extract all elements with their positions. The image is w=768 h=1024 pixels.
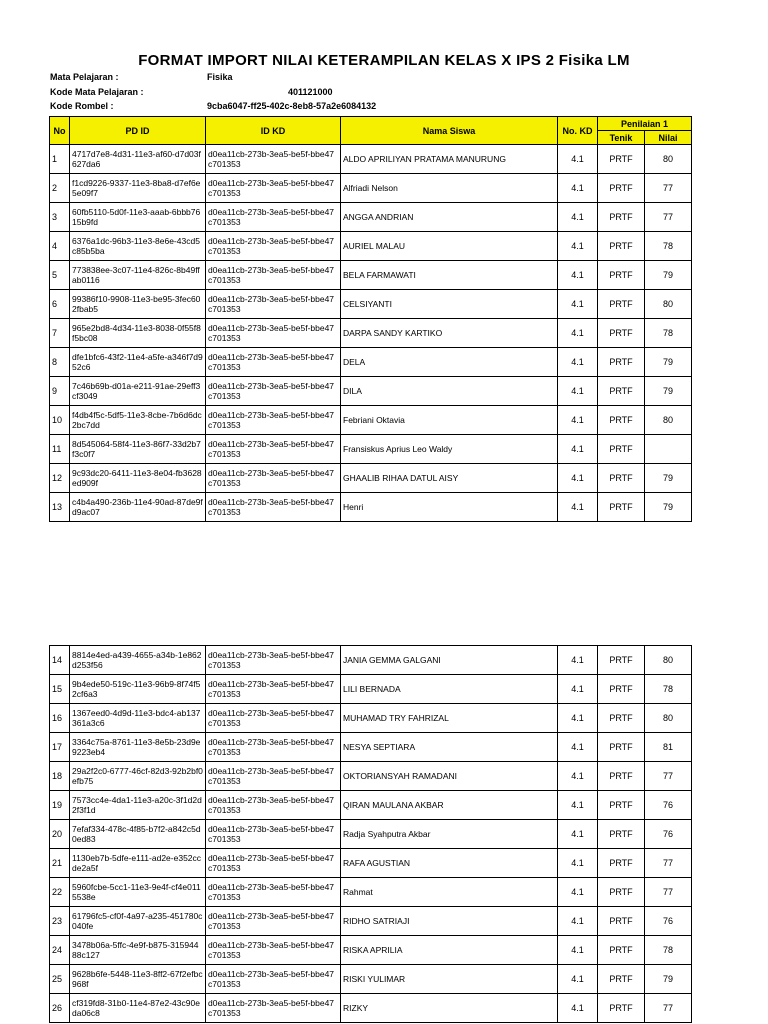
table-row <box>50 907 692 936</box>
cell-no: 24 <box>50 936 70 965</box>
cell-nilai: 77 <box>645 174 692 203</box>
cell-nilai: 80 <box>645 646 692 675</box>
cell-id-kd: d0ea11cb-273b-3ea5-be5f-bbe47c701353 <box>206 849 341 878</box>
cell-teknik: PRTF <box>598 348 645 377</box>
cell-nama-siswa: Radja Syahputra Akbar <box>341 820 558 849</box>
cell-no: 4 <box>50 232 70 261</box>
cell-pd-id: 8d545064-58f4-11e3-86f7-33d2b7f3c0f7 <box>70 435 206 464</box>
cell-id-kd: d0ea11cb-273b-3ea5-be5f-bbe47c701353 <box>206 435 341 464</box>
cell-nama-siswa: LILI BERNADA <box>341 675 558 704</box>
table-row <box>50 203 692 232</box>
cell-id-kd: d0ea11cb-273b-3ea5-be5f-bbe47c701353 <box>206 965 341 994</box>
cell-teknik: PRTF <box>598 704 645 733</box>
header-id-kd: ID KD <box>206 117 341 145</box>
meta-value-rombel-code: 9cba6047-ff25-402c-8eb8-57a2e6084132 <box>207 101 377 111</box>
table-row <box>50 820 692 849</box>
cell-no: 8 <box>50 348 70 377</box>
header-no: No <box>50 117 70 145</box>
cell-id-kd: d0ea11cb-273b-3ea5-be5f-bbe47c701353 <box>206 261 341 290</box>
cell-nilai: 78 <box>645 232 692 261</box>
cell-pd-id: 4717d7e8-4d31-11e3-af60-d7d03f627da6 <box>70 145 206 174</box>
cell-pd-id: cf319fd8-31b0-11e4-87e2-43c90eda06c8 <box>70 994 206 1023</box>
cell-pd-id: dfe1bfc6-43f2-11e4-a5fe-a346f7d952c6 <box>70 348 206 377</box>
cell-nama-siswa: CELSIYANTI <box>341 290 558 319</box>
cell-id-kd: d0ea11cb-273b-3ea5-be5f-bbe47c701353 <box>206 733 341 762</box>
cell-no-kd: 4.1 <box>558 464 598 493</box>
cell-no: 13 <box>50 493 70 522</box>
cell-teknik: PRTF <box>598 820 645 849</box>
table-row <box>50 762 692 791</box>
table-row <box>50 406 692 435</box>
cell-nama-siswa: RIZKY <box>341 994 558 1023</box>
cell-id-kd: d0ea11cb-273b-3ea5-be5f-bbe47c701353 <box>206 348 341 377</box>
cell-no: 11 <box>50 435 70 464</box>
cell-no: 25 <box>50 965 70 994</box>
table-row <box>50 435 692 464</box>
cell-nama-siswa: Rahmat <box>341 878 558 907</box>
cell-teknik: PRTF <box>598 733 645 762</box>
cell-id-kd: d0ea11cb-273b-3ea5-be5f-bbe47c701353 <box>206 203 341 232</box>
cell-no: 1 <box>50 145 70 174</box>
cell-id-kd: d0ea11cb-273b-3ea5-be5f-bbe47c701353 <box>206 675 341 704</box>
table-row <box>50 878 692 907</box>
table-row <box>50 493 692 522</box>
cell-teknik: PRTF <box>598 762 645 791</box>
cell-nilai: 78 <box>645 675 692 704</box>
cell-pd-id: 773838ee-3c07-11e4-826c-8b49ffab0116 <box>70 261 206 290</box>
cell-no-kd: 4.1 <box>558 675 598 704</box>
cell-id-kd: d0ea11cb-273b-3ea5-be5f-bbe47c701353 <box>206 878 341 907</box>
cell-no-kd: 4.1 <box>558 174 598 203</box>
table-row <box>50 965 692 994</box>
cell-pd-id: 9c93dc20-6411-11e3-8e04-fb3628ed909f <box>70 464 206 493</box>
cell-no: 2 <box>50 174 70 203</box>
cell-teknik: PRTF <box>598 936 645 965</box>
cell-teknik: PRTF <box>598 174 645 203</box>
header-pd-id: PD ID <box>70 117 206 145</box>
cell-teknik: PRTF <box>598 464 645 493</box>
cell-no: 6 <box>50 290 70 319</box>
cell-nama-siswa: Alfriadi Nelson <box>341 174 558 203</box>
cell-pd-id: 7efaf334-478c-4f85-b7f2-a842c5d0ed83 <box>70 820 206 849</box>
table-row <box>50 290 692 319</box>
cell-id-kd: d0ea11cb-273b-3ea5-be5f-bbe47c701353 <box>206 646 341 675</box>
cell-teknik: PRTF <box>598 203 645 232</box>
cell-no: 7 <box>50 319 70 348</box>
cell-teknik: PRTF <box>598 319 645 348</box>
cell-pd-id: 1130eb7b-5dfe-e111-ad2e-e352ccde2a5f <box>70 849 206 878</box>
table-body-page-2 <box>50 646 692 1023</box>
cell-nilai: 79 <box>645 377 692 406</box>
cell-nilai: 80 <box>645 290 692 319</box>
cell-teknik: PRTF <box>598 965 645 994</box>
grades-table-page-1 <box>49 116 692 522</box>
cell-no-kd: 4.1 <box>558 319 598 348</box>
cell-no-kd: 4.1 <box>558 733 598 762</box>
cell-no: 26 <box>50 994 70 1023</box>
cell-nilai: 78 <box>645 936 692 965</box>
cell-no: 22 <box>50 878 70 907</box>
cell-teknik: PRTF <box>598 907 645 936</box>
cell-no-kd: 4.1 <box>558 849 598 878</box>
cell-nama-siswa: QIRAN MAULANA AKBAR <box>341 791 558 820</box>
cell-no-kd: 4.1 <box>558 936 598 965</box>
cell-nama-siswa: NESYA SEPTIARA <box>341 733 558 762</box>
header-nilai: Nilai <box>645 131 692 145</box>
cell-no-kd: 4.1 <box>558 261 598 290</box>
table-row <box>50 646 692 675</box>
cell-nilai: 79 <box>645 493 692 522</box>
cell-no-kd: 4.1 <box>558 377 598 406</box>
cell-no: 12 <box>50 464 70 493</box>
cell-nama-siswa: Henri <box>341 493 558 522</box>
cell-no-kd: 4.1 <box>558 203 598 232</box>
cell-nilai: 79 <box>645 464 692 493</box>
cell-nama-siswa: GHAALIB RIHAA DATUL AISY <box>341 464 558 493</box>
cell-no-kd: 4.1 <box>558 704 598 733</box>
cell-nama-siswa: DELA <box>341 348 558 377</box>
cell-no: 16 <box>50 704 70 733</box>
cell-no-kd: 4.1 <box>558 646 598 675</box>
cell-pd-id: 99386f10-9908-11e3-be95-3fec602fbab5 <box>70 290 206 319</box>
cell-teknik: PRTF <box>598 290 645 319</box>
cell-pd-id: 5960fcbe-5cc1-11e3-9e4f-cf4e0115538e <box>70 878 206 907</box>
cell-nama-siswa: ALDO APRILIYAN PRATAMA MANURUNG <box>341 145 558 174</box>
cell-no-kd: 4.1 <box>558 791 598 820</box>
cell-no: 14 <box>50 646 70 675</box>
cell-id-kd: d0ea11cb-273b-3ea5-be5f-bbe47c701353 <box>206 820 341 849</box>
meta-value-subject: Fisika <box>207 72 233 82</box>
cell-nilai: 80 <box>645 704 692 733</box>
cell-no-kd: 4.1 <box>558 232 598 261</box>
cell-teknik: PRTF <box>598 493 645 522</box>
header-nama-siswa: Nama Siswa <box>341 117 558 145</box>
cell-pd-id: 3364c75a-8761-11e3-8e5b-23d9e9223eb4 <box>70 733 206 762</box>
cell-nilai: 80 <box>645 145 692 174</box>
cell-teknik: PRTF <box>598 675 645 704</box>
cell-id-kd: d0ea11cb-273b-3ea5-be5f-bbe47c701353 <box>206 174 341 203</box>
cell-id-kd: d0ea11cb-273b-3ea5-be5f-bbe47c701353 <box>206 791 341 820</box>
cell-nilai: 76 <box>645 907 692 936</box>
cell-no-kd: 4.1 <box>558 348 598 377</box>
cell-nama-siswa: RIDHO SATRIAJI <box>341 907 558 936</box>
cell-nilai: 76 <box>645 820 692 849</box>
cell-pd-id: 60fb5110-5d0f-11e3-aaab-6bbb7615b9fd <box>70 203 206 232</box>
table-body-page-1 <box>50 145 692 522</box>
cell-no-kd: 4.1 <box>558 820 598 849</box>
table-row <box>50 464 692 493</box>
cell-no-kd: 4.1 <box>558 435 598 464</box>
cell-teknik: PRTF <box>598 406 645 435</box>
cell-pd-id: c4b4a490-236b-11e4-90ad-87de9fd9ac07 <box>70 493 206 522</box>
cell-nama-siswa: AURIEL MALAU <box>341 232 558 261</box>
cell-pd-id: 7573cc4e-4da1-11e3-a20c-3f1d2d2f3f1d <box>70 791 206 820</box>
cell-no: 21 <box>50 849 70 878</box>
cell-id-kd: d0ea11cb-273b-3ea5-be5f-bbe47c701353 <box>206 994 341 1023</box>
cell-nama-siswa: BELA FARMAWATI <box>341 261 558 290</box>
cell-nilai: 79 <box>645 261 692 290</box>
table-row <box>50 261 692 290</box>
cell-no-kd: 4.1 <box>558 994 598 1023</box>
header-no-kd: No. KD <box>558 117 598 145</box>
cell-no: 20 <box>50 820 70 849</box>
cell-id-kd: d0ea11cb-273b-3ea5-be5f-bbe47c701353 <box>206 232 341 261</box>
cell-pd-id: 965e2bd8-4d34-11e3-8038-0f55f8f5bc08 <box>70 319 206 348</box>
table-row <box>50 174 692 203</box>
table-row <box>50 704 692 733</box>
cell-id-kd: d0ea11cb-273b-3ea5-be5f-bbe47c701353 <box>206 762 341 791</box>
meta-label-rombel-code: Kode Rombel : <box>50 101 114 111</box>
cell-pd-id: 8814e4ed-a439-4655-a34b-1e862d253f56 <box>70 646 206 675</box>
cell-id-kd: d0ea11cb-273b-3ea5-be5f-bbe47c701353 <box>206 377 341 406</box>
cell-nilai: 79 <box>645 965 692 994</box>
cell-nilai: 77 <box>645 878 692 907</box>
table-row <box>50 733 692 762</box>
cell-nama-siswa: JANIA GEMMA GALGANI <box>341 646 558 675</box>
cell-pd-id: 1367eed0-4d9d-11e3-bdc4-ab137361a3c6 <box>70 704 206 733</box>
cell-pd-id: 9b4ede50-519c-11e3-96b9-8f74f52cf6a3 <box>70 675 206 704</box>
table-row <box>50 936 692 965</box>
cell-pd-id: 6376a1dc-96b3-11e3-8e6e-43cd5c85b5ba <box>70 232 206 261</box>
cell-nilai: 78 <box>645 319 692 348</box>
cell-pd-id: 7c46b69b-d01a-e211-91ae-29eff3cf3049 <box>70 377 206 406</box>
cell-id-kd: d0ea11cb-273b-3ea5-be5f-bbe47c701353 <box>206 290 341 319</box>
cell-no-kd: 4.1 <box>558 145 598 174</box>
cell-nilai: 77 <box>645 994 692 1023</box>
cell-no-kd: 4.1 <box>558 965 598 994</box>
cell-id-kd: d0ea11cb-273b-3ea5-be5f-bbe47c701353 <box>206 406 341 435</box>
cell-nilai: 80 <box>645 406 692 435</box>
table-row <box>50 232 692 261</box>
cell-no: 19 <box>50 791 70 820</box>
table-row <box>50 675 692 704</box>
cell-id-kd: d0ea11cb-273b-3ea5-be5f-bbe47c701353 <box>206 907 341 936</box>
cell-no: 5 <box>50 261 70 290</box>
meta-label-subject-code: Kode Mata Pelajaran : <box>50 87 144 97</box>
cell-pd-id: f4db4f5c-5df5-11e3-8cbe-7b6d6dc2bc7dd <box>70 406 206 435</box>
cell-nama-siswa: DARPA SANDY KARTIKO <box>341 319 558 348</box>
cell-no-kd: 4.1 <box>558 493 598 522</box>
cell-no-kd: 4.1 <box>558 878 598 907</box>
cell-id-kd: d0ea11cb-273b-3ea5-be5f-bbe47c701353 <box>206 936 341 965</box>
cell-teknik: PRTF <box>598 232 645 261</box>
cell-nama-siswa: ANGGA ANDRIAN <box>341 203 558 232</box>
cell-no-kd: 4.1 <box>558 290 598 319</box>
cell-pd-id: 9628b6fe-5448-11e3-8ff2-67f2efbc968f <box>70 965 206 994</box>
cell-teknik: PRTF <box>598 646 645 675</box>
cell-no: 10 <box>50 406 70 435</box>
cell-nama-siswa: Fransiskus Aprius Leo Waldy <box>341 435 558 464</box>
grades-table-page-2 <box>49 645 692 1023</box>
cell-nama-siswa: Febriani Oktavia <box>341 406 558 435</box>
cell-no-kd: 4.1 <box>558 406 598 435</box>
cell-no: 3 <box>50 203 70 232</box>
cell-no: 17 <box>50 733 70 762</box>
table-row <box>50 377 692 406</box>
cell-nama-siswa: MUHAMAD TRY FAHRIZAL <box>341 704 558 733</box>
cell-nama-siswa: DILA <box>341 377 558 406</box>
cell-no: 23 <box>50 907 70 936</box>
cell-nilai: 76 <box>645 791 692 820</box>
cell-teknik: PRTF <box>598 994 645 1023</box>
meta-block <box>50 72 750 116</box>
cell-id-kd: d0ea11cb-273b-3ea5-be5f-bbe47c701353 <box>206 145 341 174</box>
cell-no: 9 <box>50 377 70 406</box>
cell-pd-id: f1cd9226-9337-11e3-8ba8-d7ef6e5e09f7 <box>70 174 206 203</box>
cell-pd-id: 3478b06a-5ffc-4e9f-b875-31594488c127 <box>70 936 206 965</box>
table-row <box>50 348 692 377</box>
cell-teknik: PRTF <box>598 377 645 406</box>
table-row <box>50 849 692 878</box>
cell-nilai: 77 <box>645 762 692 791</box>
cell-id-kd: d0ea11cb-273b-3ea5-be5f-bbe47c701353 <box>206 704 341 733</box>
cell-nama-siswa: RAFA AGUSTIAN <box>341 849 558 878</box>
table-row <box>50 319 692 348</box>
cell-teknik: PRTF <box>598 145 645 174</box>
meta-value-subject-code: 401121000 <box>288 87 333 97</box>
cell-nilai: 81 <box>645 733 692 762</box>
cell-id-kd: d0ea11cb-273b-3ea5-be5f-bbe47c701353 <box>206 464 341 493</box>
cell-teknik: PRTF <box>598 261 645 290</box>
cell-nama-siswa: RISKA APRILIA <box>341 936 558 965</box>
cell-pd-id: 61796fc5-cf0f-4a97-a235-451780c040fe <box>70 907 206 936</box>
document-title: FORMAT IMPORT NILAI KETERAMPILAN KELAS X IPS 2 Fisika LM <box>138 52 630 69</box>
cell-teknik: PRTF <box>598 435 645 464</box>
cell-teknik: PRTF <box>598 849 645 878</box>
cell-nilai: 77 <box>645 203 692 232</box>
cell-no: 15 <box>50 675 70 704</box>
cell-nama-siswa: RISKI YULIMAR <box>341 965 558 994</box>
cell-no-kd: 4.1 <box>558 907 598 936</box>
cell-nilai: 79 <box>645 348 692 377</box>
table-row <box>50 145 692 174</box>
cell-teknik: PRTF <box>598 878 645 907</box>
header-penilaian: Penilaian 1 <box>598 117 692 131</box>
cell-no: 18 <box>50 762 70 791</box>
cell-pd-id: 29a2f2c0-6777-46cf-82d3-92b2bf0efb75 <box>70 762 206 791</box>
cell-nilai <box>645 435 692 464</box>
cell-no-kd: 4.1 <box>558 762 598 791</box>
cell-nilai: 77 <box>645 849 692 878</box>
cell-id-kd: d0ea11cb-273b-3ea5-be5f-bbe47c701353 <box>206 319 341 348</box>
table-row <box>50 994 692 1023</box>
cell-teknik: PRTF <box>598 791 645 820</box>
cell-nama-siswa: OKTORIANSYAH RAMADANI <box>341 762 558 791</box>
header-teknik: Tenik <box>598 131 645 145</box>
table-row <box>50 791 692 820</box>
meta-label-subject: Mata Pelajaran : <box>50 72 119 82</box>
cell-id-kd: d0ea11cb-273b-3ea5-be5f-bbe47c701353 <box>206 493 341 522</box>
